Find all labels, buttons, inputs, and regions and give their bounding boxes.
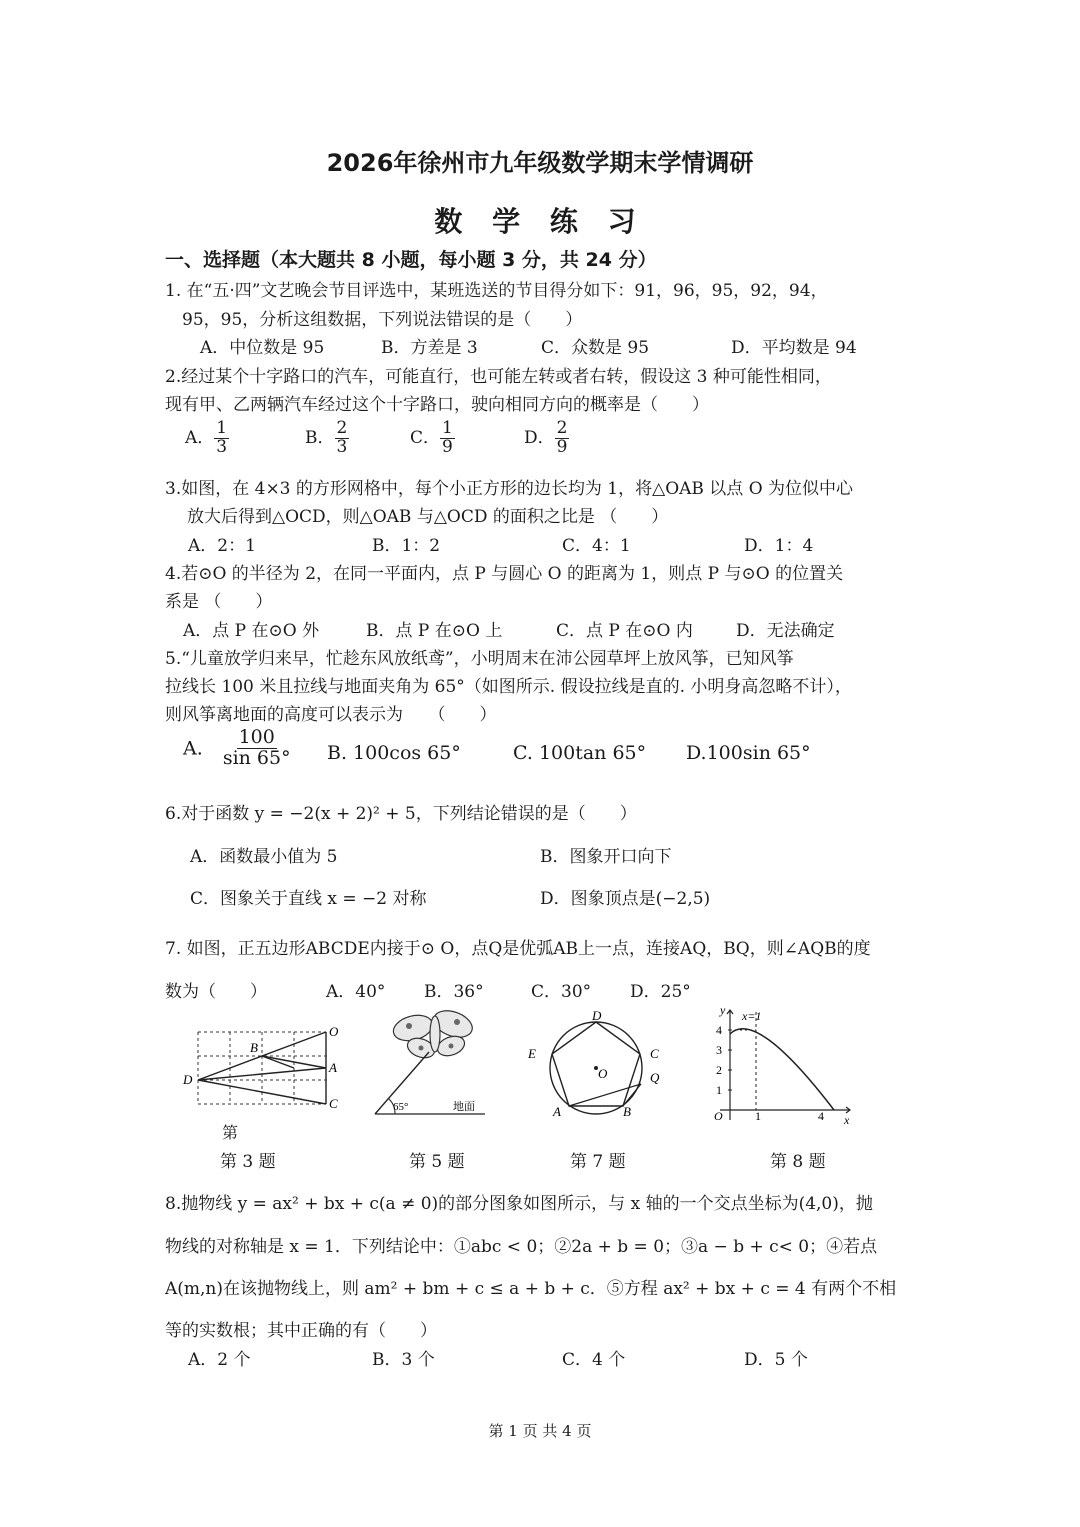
fig8-tick-1: 1 (716, 1083, 722, 1097)
q1-option-c: C．众数是 95 (541, 338, 650, 358)
fraction (214, 420, 229, 457)
q5-option-b: B. 100cos 65° (327, 742, 461, 764)
q4-option-b: B．点 P 在⊙O 上 (366, 621, 503, 641)
denominator: 9 (556, 436, 568, 457)
q3-option-b: B．1：2 (372, 536, 441, 556)
numerator: 1 (442, 418, 453, 438)
q2-option-d-label: D． (524, 427, 555, 448)
q8-option-d: D．5 个 (744, 1350, 808, 1370)
q6-option-d: D．图象顶点是(−2,5) (540, 889, 711, 909)
q4-option-c: C．点 P 在⊙O 内 (556, 621, 693, 641)
q2-option-c-label: C． (410, 427, 441, 448)
numerator: 2 (336, 418, 348, 438)
q2-option-c (410, 420, 455, 457)
q1-line1: 1. 在“五·四”文艺晚会节目评选中，某班选送的节目得分如下：91，96，95，92，94， (165, 281, 828, 301)
q2-option-b-label: B． (305, 427, 335, 448)
denominator: 9 (442, 436, 453, 457)
q1-option-d: D．平均数是 94 (731, 338, 857, 358)
fig3-label-c: C (329, 1096, 338, 1111)
denominator: 3 (336, 436, 348, 457)
q7-option-d: D．25° (630, 982, 691, 1002)
numerator: 1 (216, 418, 228, 438)
denominator: sin 65° (222, 746, 291, 769)
q2-option-b (305, 420, 349, 457)
fig7-label-b: B (623, 1104, 631, 1119)
fig8-label-x: x (844, 1113, 850, 1126)
fig8-xtick-4: 4 (818, 1109, 824, 1123)
fig3-extra-text: 第 (222, 1123, 239, 1142)
q5-line1: 5.“儿童放学归来早，忙趁东风放纸鸢”，小明周末在沛公园草坪上放风筝，已知风筝 (165, 649, 794, 669)
q4-line2: 系是 （ ） (165, 592, 273, 612)
q2-line2: 现有甲、乙两辆汽车经过这个十字路口，驶向相同方向的概率是（ ） (165, 395, 709, 415)
q2-option-a (185, 420, 229, 457)
fraction (440, 420, 455, 457)
q2-line1: 2.经过某个十字路口的汽车，可能直行，也可能左转或者右转，假设这 3 种可能性相同， (165, 367, 832, 387)
q8-line2: 物线的对称轴是 x = 1．下列结论中：①abc < 0；②2a + b = 0；③a − b + c< 0；④若点 (165, 1237, 878, 1257)
page-number: 第 1 页 共 4 页 (488, 1422, 592, 1440)
q3-line2: 放大后得到△OCD，则△OAB 与△OCD 的面积之比是 （ ） (187, 507, 669, 527)
fig8-tick-3: 3 (716, 1043, 722, 1057)
q3-option-d: D．1：4 (744, 536, 814, 556)
caption-fig8: 第 8 题 (770, 1152, 826, 1172)
q8-option-c: C．4 个 (562, 1350, 626, 1370)
denominator: 3 (216, 436, 228, 457)
q6-line: 6.对于函数 y = −2(x + 2)² + 5，下列结论错误的是（ ） (165, 804, 637, 824)
fraction (335, 420, 350, 457)
q5-line2: 拉线长 100 米且拉线与地面夹角为 65°（如图所示. 假设拉线是直的. 小明身高忽略不计）， (165, 677, 852, 697)
fig8-tick-2: 2 (716, 1063, 722, 1077)
figure-5-kite (365, 1006, 515, 1126)
numerator: 2 (556, 418, 568, 438)
fig3-label-d: D (183, 1072, 193, 1087)
fig7-label-a: A (553, 1104, 561, 1119)
figure-3-grid (178, 1020, 348, 1120)
fig7-label-d: D (592, 1008, 602, 1023)
q2-option-a-label: A． (185, 427, 215, 448)
q5-option-a-label: A. (183, 737, 203, 760)
exam-title: 2026年徐州市九年级数学期末学情调研 (326, 149, 754, 177)
fig8-xtick-1: 1 (755, 1109, 761, 1123)
caption-fig5: 第 5 题 (409, 1152, 465, 1172)
q1-option-b: B．方差是 3 (381, 338, 478, 358)
q6-option-c: C．图象关于直线 x = −2 对称 (190, 889, 427, 909)
q5-option-a (183, 728, 293, 769)
fig8-label-y: y (720, 1004, 726, 1017)
q1-line2: 95，95，分析这组数据，下列说法错误的是（ ） (182, 310, 583, 330)
fig3-label-a: A (329, 1060, 337, 1075)
fig8-tick-4: 4 (716, 1023, 722, 1037)
q3-option-a: A．2：1 (188, 536, 256, 556)
fraction (221, 728, 293, 769)
q5-option-c: C. 100tan 65° (513, 742, 647, 764)
q8-line3: A(m,n)在该抛物线上，则 am² + bm + c ≤ a + b + c．⑤方程 ax² + bx + c = 4 有两个不相 (165, 1279, 897, 1299)
fraction (555, 420, 570, 457)
numerator: 100 (238, 726, 275, 748)
q6-option-b: B．图象开口向下 (540, 847, 672, 867)
q7-option-c: C．30° (531, 982, 592, 1002)
q4-line1: 4.若⊙O 的半径为 2，在同一平面内，点 P 与圆心 O 的距离为 1，则点 P 与⊙O 的位置关 (165, 564, 844, 584)
fig7-label-e: E (528, 1046, 536, 1061)
fig8-label-origin: O (714, 1109, 723, 1123)
q4-option-d: D．无法确定 (736, 621, 835, 641)
fig5-ground-label: 地面 (453, 1101, 475, 1113)
q6-option-a: A．函数最小值为 5 (190, 847, 338, 867)
section-heading: 一、选择题（本大题共 8 小题，每小题 3 分，共 24 分） (165, 249, 657, 271)
q3-line1: 3.如图，在 4×3 的方形网格中，每个小正方形的边长均为 1，将△OAB 以点 O 为位似中心 (165, 479, 854, 499)
q7-line2: 数为（ ） (165, 982, 267, 1002)
q7-option-b: B．36° (424, 982, 484, 1002)
figure-8-parabola (700, 1004, 860, 1126)
fig3-label-o: O (329, 1024, 339, 1039)
fig5-angle-label: 65° (393, 1101, 409, 1113)
caption-fig7: 第 7 题 (570, 1152, 626, 1172)
q2-option-d (524, 420, 569, 457)
exam-subtitle: 数 学 练 习 (434, 205, 646, 238)
q8-option-a: A．2 个 (188, 1350, 251, 1370)
q7-option-a: A．40° (326, 982, 386, 1002)
q7-line1: 7. 如图，正五边形ABCDE内接于⊙ O，点Q是优弧AB上一点，连接AQ，BQ，则∠AQB的度 (165, 939, 871, 959)
fig7-label-o: O (598, 1066, 608, 1081)
q8-line4: 等的实数根；其中正确的有（ ） (165, 1321, 437, 1341)
fig8-label-axis: x=1 (742, 1009, 762, 1023)
q4-option-a: A．点 P 在⊙O 外 (183, 621, 320, 641)
caption-fig3: 第 3 题 (220, 1152, 276, 1172)
fig7-label-c: C (650, 1046, 659, 1061)
q8-option-b: B．3 个 (372, 1350, 435, 1370)
q3-option-c: C．4：1 (562, 536, 631, 556)
q5-option-d: D.100sin 65° (686, 742, 811, 764)
figure-7-pentagon (520, 1006, 670, 1126)
q8-line1: 8.抛物线 y = ax² + bx + c(a ≠ 0)的部分图象如图所示，与 x 轴的一个交点坐标为(4,0)，抛 (165, 1194, 873, 1214)
fig7-label-q: Q (650, 1070, 660, 1085)
fig3-label-b: B (250, 1040, 258, 1055)
q1-option-a: A．中位数是 95 (200, 338, 325, 358)
q5-line3: 则风筝离地面的高度可以表示为 （ ） (165, 705, 497, 725)
